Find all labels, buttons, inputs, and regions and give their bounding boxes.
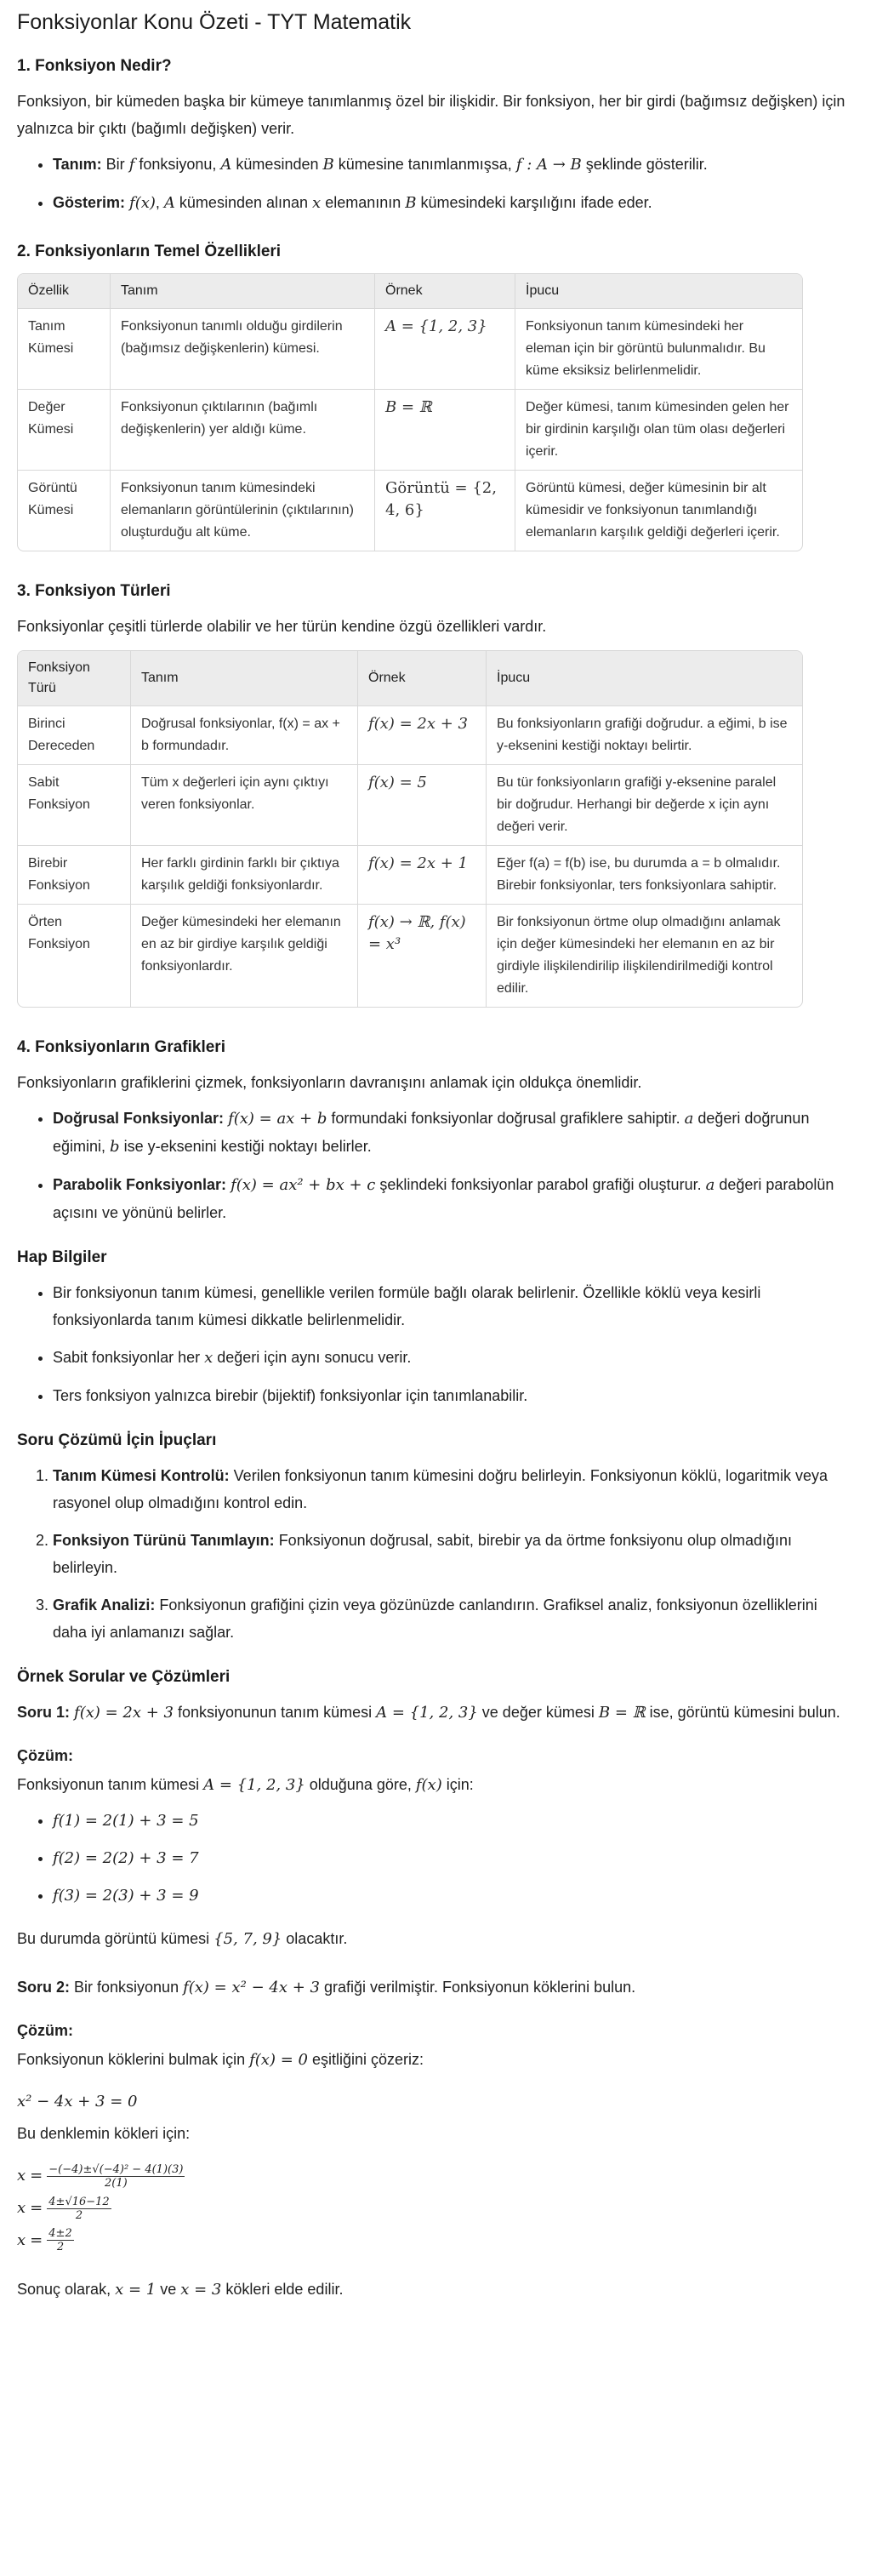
- section-heading-fonksiyon-turleri: 3. Fonksiyon Türleri: [17, 582, 171, 600]
- table-cell: Görüntü Kümesi: [18, 471, 111, 551]
- table-row: [18, 471, 802, 551]
- section-paragraph: Fonksiyon, bir kümeden başka bir kümeye tanımlanmış özel bir ilişkidir. Bir fonksiyon, her bir girdi (bağımsız değişken) için yalnızca bir çıktı (bağımlı değişken) verir.: [17, 93, 845, 137]
- table-header-cell: İpucu: [487, 651, 802, 706]
- table-cell: Fonksiyonun tanım kümesindeki elemanların görüntülerinin (çıktılarının) oluşturduğu alt küme.: [111, 471, 375, 551]
- list-item: • Sabit fonksiyonlar her x değeri için aynı sonucu verir.: [53, 1344, 854, 1372]
- table-cell: Doğrusal fonksiyonlar, f(x) = ax + b formundadır.: [131, 706, 358, 765]
- table-header-cell: Tanım: [111, 274, 375, 309]
- solution-result: Bu durumda görüntü kümesi {5, 7, 9} olacaktır.: [17, 1930, 348, 1948]
- table-row: [18, 765, 802, 846]
- section-paragraph: Fonksiyonlar çeşitli türlerde olabilir ve her türün kendine özgü özellikleri vardır.: [17, 618, 547, 635]
- section-heading-hap-bilgiler: Hap Bilgiler: [17, 1248, 107, 1266]
- table-header-cell: Örnek: [358, 651, 487, 706]
- solution-label: Çözüm:: [17, 1747, 73, 1764]
- properties-table: [17, 273, 803, 551]
- table-header-cell: Tanım: [131, 651, 358, 706]
- list-item: • Tanım: Bir f fonksiyonu, A kümesinden B kümesine tanımlanmışsa, f : A → B şeklinde gösterilir.: [53, 151, 854, 179]
- list-item: • f(3) = 2(3) + 3 = 9: [53, 1882, 854, 1910]
- table-header-cell: İpucu: [515, 274, 802, 309]
- roots-intro: Bu denklemin kökleri için:: [17, 2125, 191, 2142]
- table-cell: Bu fonksiyonların grafiği doğrudur. a eğimi, b ise y-eksenini kestiği noktayı belirtir.: [487, 706, 802, 765]
- list-item: • f(1) = 2(1) + 3 = 5: [53, 1808, 854, 1835]
- section-heading-fonksiyon-nedir: 1. Fonksiyon Nedir?: [17, 57, 172, 75]
- table-cell: Değer kümesindeki her elemanın en az bir girdiye karşılık geldiği fonksiyonlardır.: [131, 905, 358, 1007]
- table-cell: f(x) = 2x + 1: [358, 846, 487, 905]
- table-cell: Her farklı girdinin farklı bir çıktıya karşılık geldiği fonksiyonlardır.: [131, 846, 358, 905]
- table-cell: Tüm x değerleri için aynı çıktıyı veren fonksiyonlar.: [131, 765, 358, 846]
- section-heading-soru-cozumu: Soru Çözümü İçin İpuçları: [17, 1431, 217, 1449]
- conclusion: Sonuç olarak, x = 1 ve x = 3 kökleri elde edilir.: [17, 2281, 344, 2299]
- section-heading-ornek-sorular: Örnek Sorular ve Çözümleri: [17, 1668, 231, 1686]
- list-item: • Bir fonksiyonun tanım kümesi, genellikle verilen formüle bağlı olarak belirlenir. Özellikle köklü veya kesirli fonksiyonlarda tanım kümesi dikkatle belirlenmelidir.: [53, 1279, 854, 1334]
- table-row: [18, 309, 802, 390]
- table-cell: Eğer f(a) = f(b) ise, bu durumda a = b olmalıdır. Birebir fonksiyonlar, ters fonksiyonlara sahiptir.: [487, 846, 802, 905]
- table-header-cell: Özellik: [18, 274, 111, 309]
- page-title: Fonksiyonlar Konu Özeti - TYT Matematik: [17, 10, 412, 34]
- table-header-row: [18, 651, 802, 706]
- table-header-cell: Örnek: [375, 274, 515, 309]
- section-heading-temel-ozellikler: 2. Fonksiyonların Temel Özellikleri: [17, 243, 282, 260]
- table-cell: Fonksiyonun tanım kümesindeki her eleman için bir görüntü bulunmalıdır. Bu küme eksiksiz belirlenmelidir.: [515, 309, 802, 390]
- tips-list: [17, 1279, 854, 1409]
- table-cell: Birinci Dereceden: [18, 706, 131, 765]
- solution-label: Çözüm:: [17, 2022, 73, 2039]
- table-cell: Fonksiyonun çıktılarının (bağımlı değişkenlerin) yer aldığı küme.: [111, 390, 375, 471]
- table-cell: A = {1, 2, 3}: [375, 309, 515, 390]
- table-cell: f(x) → ℝ, f(x) = x³: [358, 905, 487, 1007]
- table-row: [18, 846, 802, 905]
- solution-text: Fonksiyonun tanım kümesi A = {1, 2, 3} olduğuna göre, f(x) için:: [17, 1776, 474, 1794]
- question-1: Soru 1: f(x) = 2x + 3 fonksiyonunun tanım kümesi A = {1, 2, 3} ve değer kümesi B = ℝ ise, görüntü kümesini bulun.: [17, 1704, 840, 1722]
- list-item: 1. Tanım Kümesi Kontrolü: Verilen fonksiyonun tanım kümesini doğru belirleyin. Fonksiyonun köklü, logaritmik veya rasyonel olup olmadığını kontrol edin.: [53, 1462, 854, 1516]
- table-cell: Fonksiyonun tanımlı olduğu girdilerin (bağımsız değişkenlerin) kümesi.: [111, 309, 375, 390]
- table-cell: Sabit Fonksiyon: [18, 765, 131, 846]
- table-row: [18, 390, 802, 471]
- list-item: • Gösterim: f(x), A kümesinden alınan x elemanının B kümesindeki karşılığını ifade eder.: [53, 189, 854, 217]
- list-item: 2. Fonksiyon Türünü Tanımlayın: Fonksiyonun doğrusal, sabit, birebir ya da örtme fonksiyonu olup olmadığını belirleyin.: [53, 1527, 854, 1581]
- table-cell: B = ℝ: [375, 390, 515, 471]
- root-formula-step-1: x = $\frac{\text{−(−4)±√(−4)² − 4(1)(3)}}{2(1)}$: [17, 2162, 184, 2190]
- table-cell: Birebir Fonksiyon: [18, 846, 131, 905]
- graph-types-list: [17, 1105, 854, 1226]
- root-formula-step-2: x = $\frac{4\pm√16-12}{2}$: [17, 2195, 110, 2222]
- list-item: 3. Grafik Analizi: Fonksiyonun grafiğini çizin veya gözünüzde canlandırın. Grafiksel analiz, fonksiyonun özelliklerini daha iyi anlamanızı sağlar.: [53, 1591, 854, 1646]
- function-types-table: [17, 650, 803, 1008]
- list-item: • Ters fonksiyon yalnızca birebir (bijektif) fonksiyonlar için tanımlanabilir.: [53, 1382, 854, 1409]
- table-header-cell: Fonksiyon Türü: [18, 651, 131, 706]
- table-row: [18, 905, 802, 1007]
- table-cell: Bu tür fonksiyonların grafiği y-eksenine paralel bir doğrudur. Herhangi bir değerde x için aynı değeri verir.: [487, 765, 802, 846]
- list-item: • f(2) = 2(2) + 3 = 7: [53, 1845, 854, 1872]
- list-item: • Parabolik Fonksiyonlar: f(x) = ax² + bx + c şeklindeki fonksiyonlar parabol grafiği oluşturur. a değeri parabolün açısını ve yönünü belirler.: [53, 1171, 854, 1226]
- table-cell: Örten Fonksiyon: [18, 905, 131, 1007]
- table-cell: Değer Kümesi: [18, 390, 111, 471]
- list-item: • Doğrusal Fonksiyonlar: f(x) = ax + b formundaki fonksiyonlar doğrusal grafiklere sahiptir. a değeri doğrunun eğimini, b ise y-eksenini kestiği noktayı belirler.: [53, 1105, 854, 1161]
- solution-text: Fonksiyonun köklerini bulmak için f(x) = 0 eşitliğini çözeriz:: [17, 2051, 424, 2069]
- solving-tips-list: [17, 1462, 854, 1646]
- table-cell: Bir fonksiyonun örtme olup olmadığını anlamak için değer kümesindeki her elemanın en az bir girdiyle ilişkilendirilip ilişkilendirilmediği kontrol edilir.: [497, 915, 781, 996]
- table-cell: Değer kümesi, tanım kümesinden gelen her bir girdinin karşılığı olan tüm olası değerleri içerir.: [515, 390, 802, 471]
- question-2: Soru 2: Bir fonksiyonun f(x) = x² − 4x + 3 grafiği verilmiştir. Fonksiyonun köklerini bulun.: [17, 1979, 636, 1996]
- table-cell: Tanım Kümesi: [18, 309, 111, 390]
- quadratic-equation: x² − 4x + 3 = 0: [17, 2093, 138, 2110]
- root-formula-step-3: x = $\frac{4\pm 2}{2}$: [17, 2227, 72, 2254]
- solution-steps: [17, 1808, 854, 1910]
- definition-list: [17, 151, 854, 217]
- table-header-row: [18, 274, 802, 309]
- section-heading-grafikler: 4. Fonksiyonların Grafikleri: [17, 1038, 225, 1056]
- table-cell: Görüntü = {2, 4, 6}: [375, 471, 515, 551]
- section-paragraph: Fonksiyonların grafiklerini çizmek, fonksiyonların davranışını anlamak için oldukça önemlidir.: [17, 1074, 642, 1091]
- table-cell: f(x) = 5: [358, 765, 487, 846]
- table-row: [18, 706, 802, 765]
- table-cell: Görüntü kümesi, değer kümesinin bir alt kümesidir ve fonksiyonun tanımlandığı elemanların karşılık geldiği değerleri içerir.: [526, 481, 780, 540]
- table-cell: f(x) = 2x + 3: [358, 706, 487, 765]
